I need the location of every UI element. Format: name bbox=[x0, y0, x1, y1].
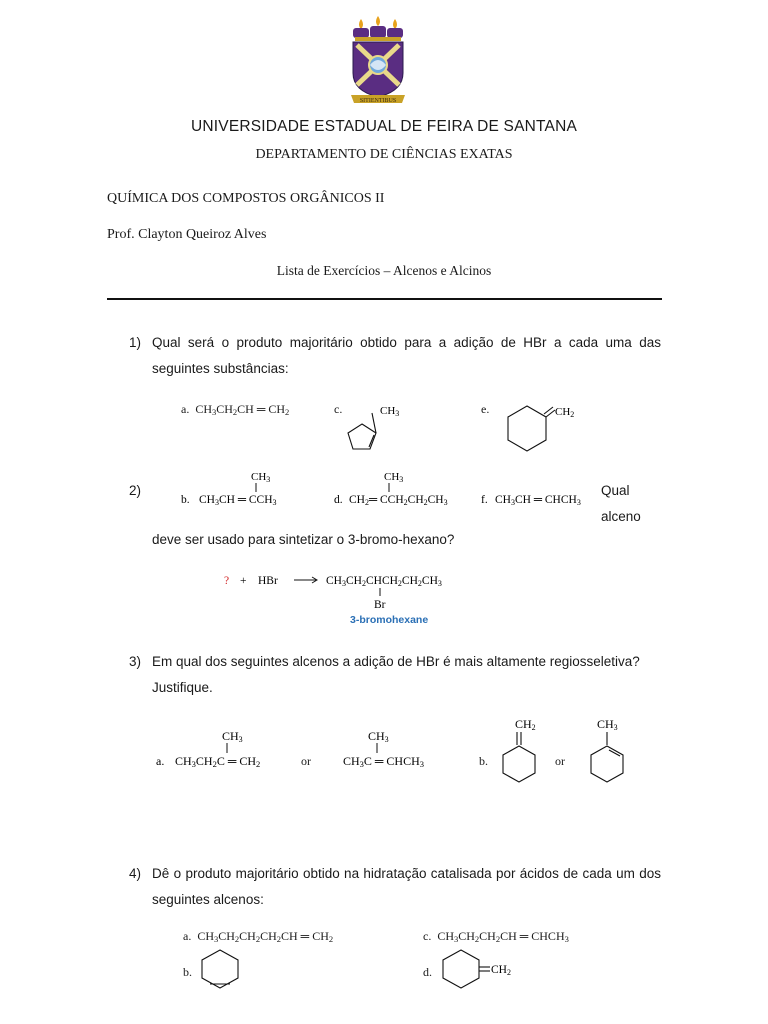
q4-d-label: d. bbox=[423, 965, 432, 979]
q2-number: 2) bbox=[129, 483, 142, 498]
q1-compound-f bbox=[481, 468, 591, 515]
q1-a-label: a. bbox=[181, 402, 190, 416]
q3-a-label: a. bbox=[156, 754, 165, 768]
q2-reaction bbox=[222, 566, 482, 633]
q1-f-label: f. bbox=[481, 494, 488, 506]
q2-text: deve ser usado para sintetizar o 3-bromo-hexano? bbox=[152, 532, 455, 547]
q3-compound-a-1 bbox=[156, 727, 286, 778]
q1-e-label: e. bbox=[481, 402, 490, 416]
professor-name: Prof. Clayton Queiroz Alves bbox=[107, 227, 267, 242]
q1-compound-d bbox=[334, 468, 464, 515]
university-crest bbox=[347, 15, 409, 107]
q1-d-label: d. bbox=[334, 494, 343, 506]
q4-compound-d bbox=[440, 948, 530, 997]
crest-motto: SITIENTIBUS bbox=[359, 98, 397, 104]
university-name: UNIVERSIDADE ESTADUAL DE FEIRA DE SANTANA bbox=[190, 118, 578, 135]
q1-compound-a: a. $CH_3CH_2CH$ ═ $CH_2$ bbox=[181, 402, 290, 417]
q3-b2-methyl: CH3 bbox=[597, 717, 618, 732]
list-title: Lista de Exercícios – Alcenos e Alcinos bbox=[276, 263, 492, 278]
svg-text:CH3CH ═ CHCH3: CH3CH ═ CHCH3 bbox=[495, 494, 581, 507]
q3-or-1: or bbox=[301, 754, 311, 768]
q4-c-label: c. bbox=[423, 929, 432, 943]
q1-b-methyl: CH3 bbox=[251, 471, 271, 484]
svg-text:CH3CH ═ CCH3: CH3CH ═ CCH3 bbox=[199, 494, 277, 507]
q1-compound-e bbox=[492, 400, 592, 471]
q4-compound-b bbox=[199, 948, 245, 997]
q2-reagent: HBr bbox=[258, 575, 278, 587]
q3-compound-b-1 bbox=[497, 715, 547, 792]
q3-a1-methyl: CH3 bbox=[222, 729, 243, 744]
header-divider bbox=[107, 298, 662, 300]
q3-compound-a-2 bbox=[343, 727, 443, 778]
q4-compound-c: c. $CH_3CH_2CH_2CH$ ═ $CHCH_3$ bbox=[423, 929, 569, 944]
q4-d-methylene: CH2 bbox=[491, 964, 511, 977]
q3-compound-b-2 bbox=[585, 715, 635, 792]
svg-text:CH3CH2CHCH2CH2CH3: CH3CH2CHCH2CH2CH3 bbox=[326, 575, 442, 588]
q1-text: Qual será o produto majoritário obtido para a adição de HBr a cada uma das seguintes substâncias: bbox=[152, 335, 661, 376]
q1-c-label: c. bbox=[334, 402, 343, 416]
q2-bromine: Br bbox=[374, 599, 386, 611]
q3-number: 3) bbox=[129, 654, 142, 669]
q1-compound-b bbox=[181, 468, 301, 515]
q2-trailing-text: Qual alceno bbox=[601, 483, 641, 524]
q4-a-label: a. bbox=[183, 929, 192, 943]
q3-a2-methyl: CH3 bbox=[368, 729, 389, 744]
q2-product-name: 3-bromohexane bbox=[350, 614, 429, 626]
svg-text:CH3CH2C ═ CH2: CH3CH2C ═ CH2 bbox=[175, 754, 261, 769]
q1-number: 1) bbox=[129, 335, 142, 350]
q1-c-methyl: CH3 bbox=[380, 405, 400, 418]
q2-unknown: ? bbox=[224, 575, 230, 587]
q4-b-label: b. bbox=[183, 965, 192, 979]
q1-compound-c bbox=[340, 402, 410, 459]
q3-or-2: or bbox=[555, 754, 565, 768]
q2-plus: + bbox=[240, 575, 247, 587]
svg-text:CH3C ═ CHCH3: CH3C ═ CHCH3 bbox=[343, 754, 425, 769]
q1-d-methyl: CH3 bbox=[384, 471, 404, 484]
course-title: QUÍMICA DOS COMPOSTOS ORGÂNICOS II bbox=[107, 191, 385, 206]
q4-text: Dê o produto majoritário obtido na hidratação catalisada por ácidos de cada um dos seguintes alcenos: bbox=[152, 866, 661, 907]
q4-number: 4) bbox=[129, 866, 142, 881]
q4-compound-a: a. $CH_3CH_2CH_2CH_2CH$ ═ $CH_2$ bbox=[183, 929, 334, 944]
q3-b-label: b. bbox=[479, 754, 488, 768]
q1-b-label: b. bbox=[181, 494, 190, 506]
q1-e-methylene: CH2 bbox=[555, 406, 575, 419]
q3-text: Em qual dos seguintes alcenos a adição de HBr é mais altamente regiosseletiva? Justifique. bbox=[152, 654, 640, 695]
q3-b1-methylene: CH2 bbox=[515, 717, 536, 732]
department-name: DEPARTAMENTO DE CIÊNCIAS EXATAS bbox=[255, 147, 513, 162]
svg-text:CH2═ CCH2CH2CH3: CH2═ CCH2CH2CH3 bbox=[349, 494, 448, 507]
